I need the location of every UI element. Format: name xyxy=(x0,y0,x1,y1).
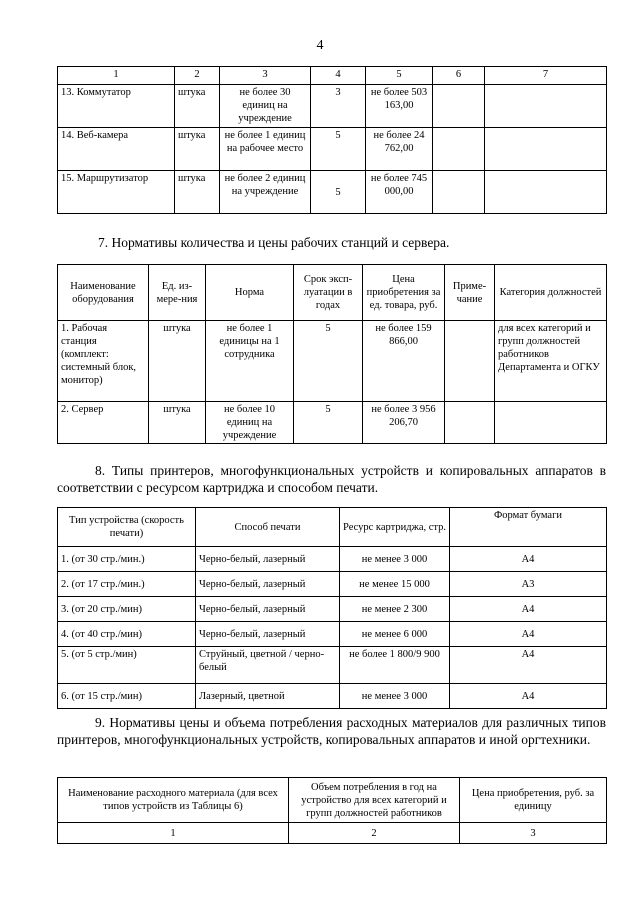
price: не более 3 956 206,70 xyxy=(363,402,445,444)
equipment-name: 14. Веб-камера xyxy=(58,128,175,171)
note xyxy=(433,85,485,128)
term: 3 xyxy=(311,85,366,128)
header-consumable-name: Наименование расходного материала (для всех типов устройств из Таблицы 6) xyxy=(58,778,289,823)
column-number: 6 xyxy=(433,67,485,85)
paper-format: А3 xyxy=(450,572,607,597)
header-category: Категория должностей xyxy=(495,265,607,321)
header-unit: Ед. из-мере-ния xyxy=(149,265,206,321)
header-unit-price: Цена приобретения, руб. за единицу xyxy=(460,778,607,823)
header-paper-format: Формат бумаги xyxy=(450,508,607,547)
table-row xyxy=(58,547,607,572)
column-number: 1 xyxy=(58,67,175,85)
print-method: Черно-белый, лазерный xyxy=(196,597,340,622)
norm: не более 30 единиц на учреждение xyxy=(220,85,311,128)
header-cartridge-resource: Ресурс картриджа, стр. xyxy=(340,508,450,547)
column-number: 2 xyxy=(175,67,220,85)
column-number: 3 xyxy=(460,823,607,844)
term: 5 xyxy=(294,321,363,402)
device-type: 5. (от 5 стр./мин) xyxy=(58,647,196,684)
header-term: Срок эксп-луатации в годах xyxy=(294,265,363,321)
note xyxy=(445,321,495,402)
table-header-row xyxy=(58,265,607,321)
category xyxy=(485,128,607,171)
print-method: Черно-белый, лазерный xyxy=(196,622,340,647)
term: 5 xyxy=(294,402,363,444)
column-number: 4 xyxy=(311,67,366,85)
table-row xyxy=(58,171,607,214)
category xyxy=(485,85,607,128)
header-price: Цена приобретения за ед. товара, руб. xyxy=(363,265,445,321)
note xyxy=(433,171,485,214)
print-method: Лазерный, цветной xyxy=(196,684,340,709)
unit: штука xyxy=(149,321,206,402)
section-9-title: 9. Нормативы цены и объема потребления расходных материалов для различных типов принтеров, многофункциональных устройств, копировальных аппаратов и иной оргтехники. xyxy=(57,715,606,747)
paper-format: А4 xyxy=(450,547,607,572)
equipment-table-continued xyxy=(57,66,607,214)
price: не более 503 163,00 xyxy=(366,85,433,128)
cartridge-resource: не менее 3 000 xyxy=(340,547,450,572)
page-number: 4 xyxy=(316,38,324,53)
header-norm: Норма xyxy=(206,265,294,321)
section-7-title: 7. Нормативы количества и цены рабочих станций и сервера. xyxy=(98,235,450,250)
table-header-row xyxy=(58,508,607,547)
price: не более 745 000,00 xyxy=(366,171,433,214)
norm: не более 2 единиц на учреждение xyxy=(220,171,311,214)
norm: не более 1 единицы на 1 сотрудника xyxy=(206,321,294,402)
device-type: 4. (от 40 стр./мин) xyxy=(58,622,196,647)
column-number: 1 xyxy=(58,823,289,844)
printer-types-table xyxy=(57,507,607,709)
term: 5 xyxy=(311,128,366,171)
term: 5 xyxy=(311,171,366,214)
column-number: 7 xyxy=(485,67,607,85)
table-row xyxy=(58,321,607,402)
note xyxy=(433,128,485,171)
header-name: Наименование оборудования xyxy=(58,265,149,321)
norm: не более 10 единиц на учреждение xyxy=(206,402,294,444)
section-8-title: 8. Типы принтеров, многофункциональных устройств и копировальных аппаратов в соответствии с ресурсом картриджа и способом печати. xyxy=(57,463,606,495)
cartridge-resource: не менее 3 000 xyxy=(340,684,450,709)
equipment-name: 1. Рабочая станция (комплект: системный блок, монитор) xyxy=(58,321,149,402)
column-number: 5 xyxy=(366,67,433,85)
table-row xyxy=(58,684,607,709)
category xyxy=(495,402,607,444)
header-print-method: Способ печати xyxy=(196,508,340,547)
unit: штука xyxy=(149,402,206,444)
workstations-table xyxy=(57,264,607,444)
paper-format: А4 xyxy=(450,597,607,622)
print-method: Черно-белый, лазерный xyxy=(196,572,340,597)
table-row xyxy=(58,647,607,684)
device-type: 3. (от 20 стр./мин) xyxy=(58,597,196,622)
equipment-name: 2. Сервер xyxy=(58,402,149,444)
header-annual-volume: Объем потребления в год на устройство для всех категорий и групп должностей работников xyxy=(289,778,460,823)
equipment-name: 15. Маршрутизатор xyxy=(58,171,175,214)
paper-format: А4 xyxy=(450,684,607,709)
price: не более 159 866,00 xyxy=(363,321,445,402)
table-row xyxy=(58,402,607,444)
unit: штука xyxy=(175,85,220,128)
consumables-table xyxy=(57,777,607,844)
table-header-row xyxy=(58,67,607,85)
cartridge-resource: не менее 2 300 xyxy=(340,597,450,622)
cartridge-resource: не более 1 800/9 900 xyxy=(340,647,450,684)
column-number: 2 xyxy=(289,823,460,844)
device-type: 6. (от 15 стр./мин) xyxy=(58,684,196,709)
header-note: Приме-чание xyxy=(445,265,495,321)
device-type: 2. (от 17 стр./мин.) xyxy=(58,572,196,597)
table-row xyxy=(58,128,607,171)
equipment-name: 13. Коммутатор xyxy=(58,85,175,128)
device-type: 1. (от 30 стр./мин.) xyxy=(58,547,196,572)
category: для всех категорий и групп должностей работников Департамента и ОГКУ xyxy=(495,321,607,402)
paper-format: А4 xyxy=(450,622,607,647)
price: не более 24 762,00 xyxy=(366,128,433,171)
norm: не более 1 единиц на рабочее место xyxy=(220,128,311,171)
column-number: 3 xyxy=(220,67,311,85)
table-header-row xyxy=(58,778,607,823)
paper-format: А4 xyxy=(450,647,607,684)
print-method: Струйный, цветной / черно-белый xyxy=(196,647,340,684)
table-row xyxy=(58,572,607,597)
print-method: Черно-белый, лазерный xyxy=(196,547,340,572)
unit: штука xyxy=(175,171,220,214)
table-row xyxy=(58,622,607,647)
cartridge-resource: не менее 15 000 xyxy=(340,572,450,597)
header-device-type: Тип устройства (скорость печати) xyxy=(58,508,196,547)
category xyxy=(485,171,607,214)
unit: штука xyxy=(175,128,220,171)
table-row xyxy=(58,823,607,844)
note xyxy=(445,402,495,444)
table-row xyxy=(58,85,607,128)
table-row xyxy=(58,597,607,622)
cartridge-resource: не менее 6 000 xyxy=(340,622,450,647)
